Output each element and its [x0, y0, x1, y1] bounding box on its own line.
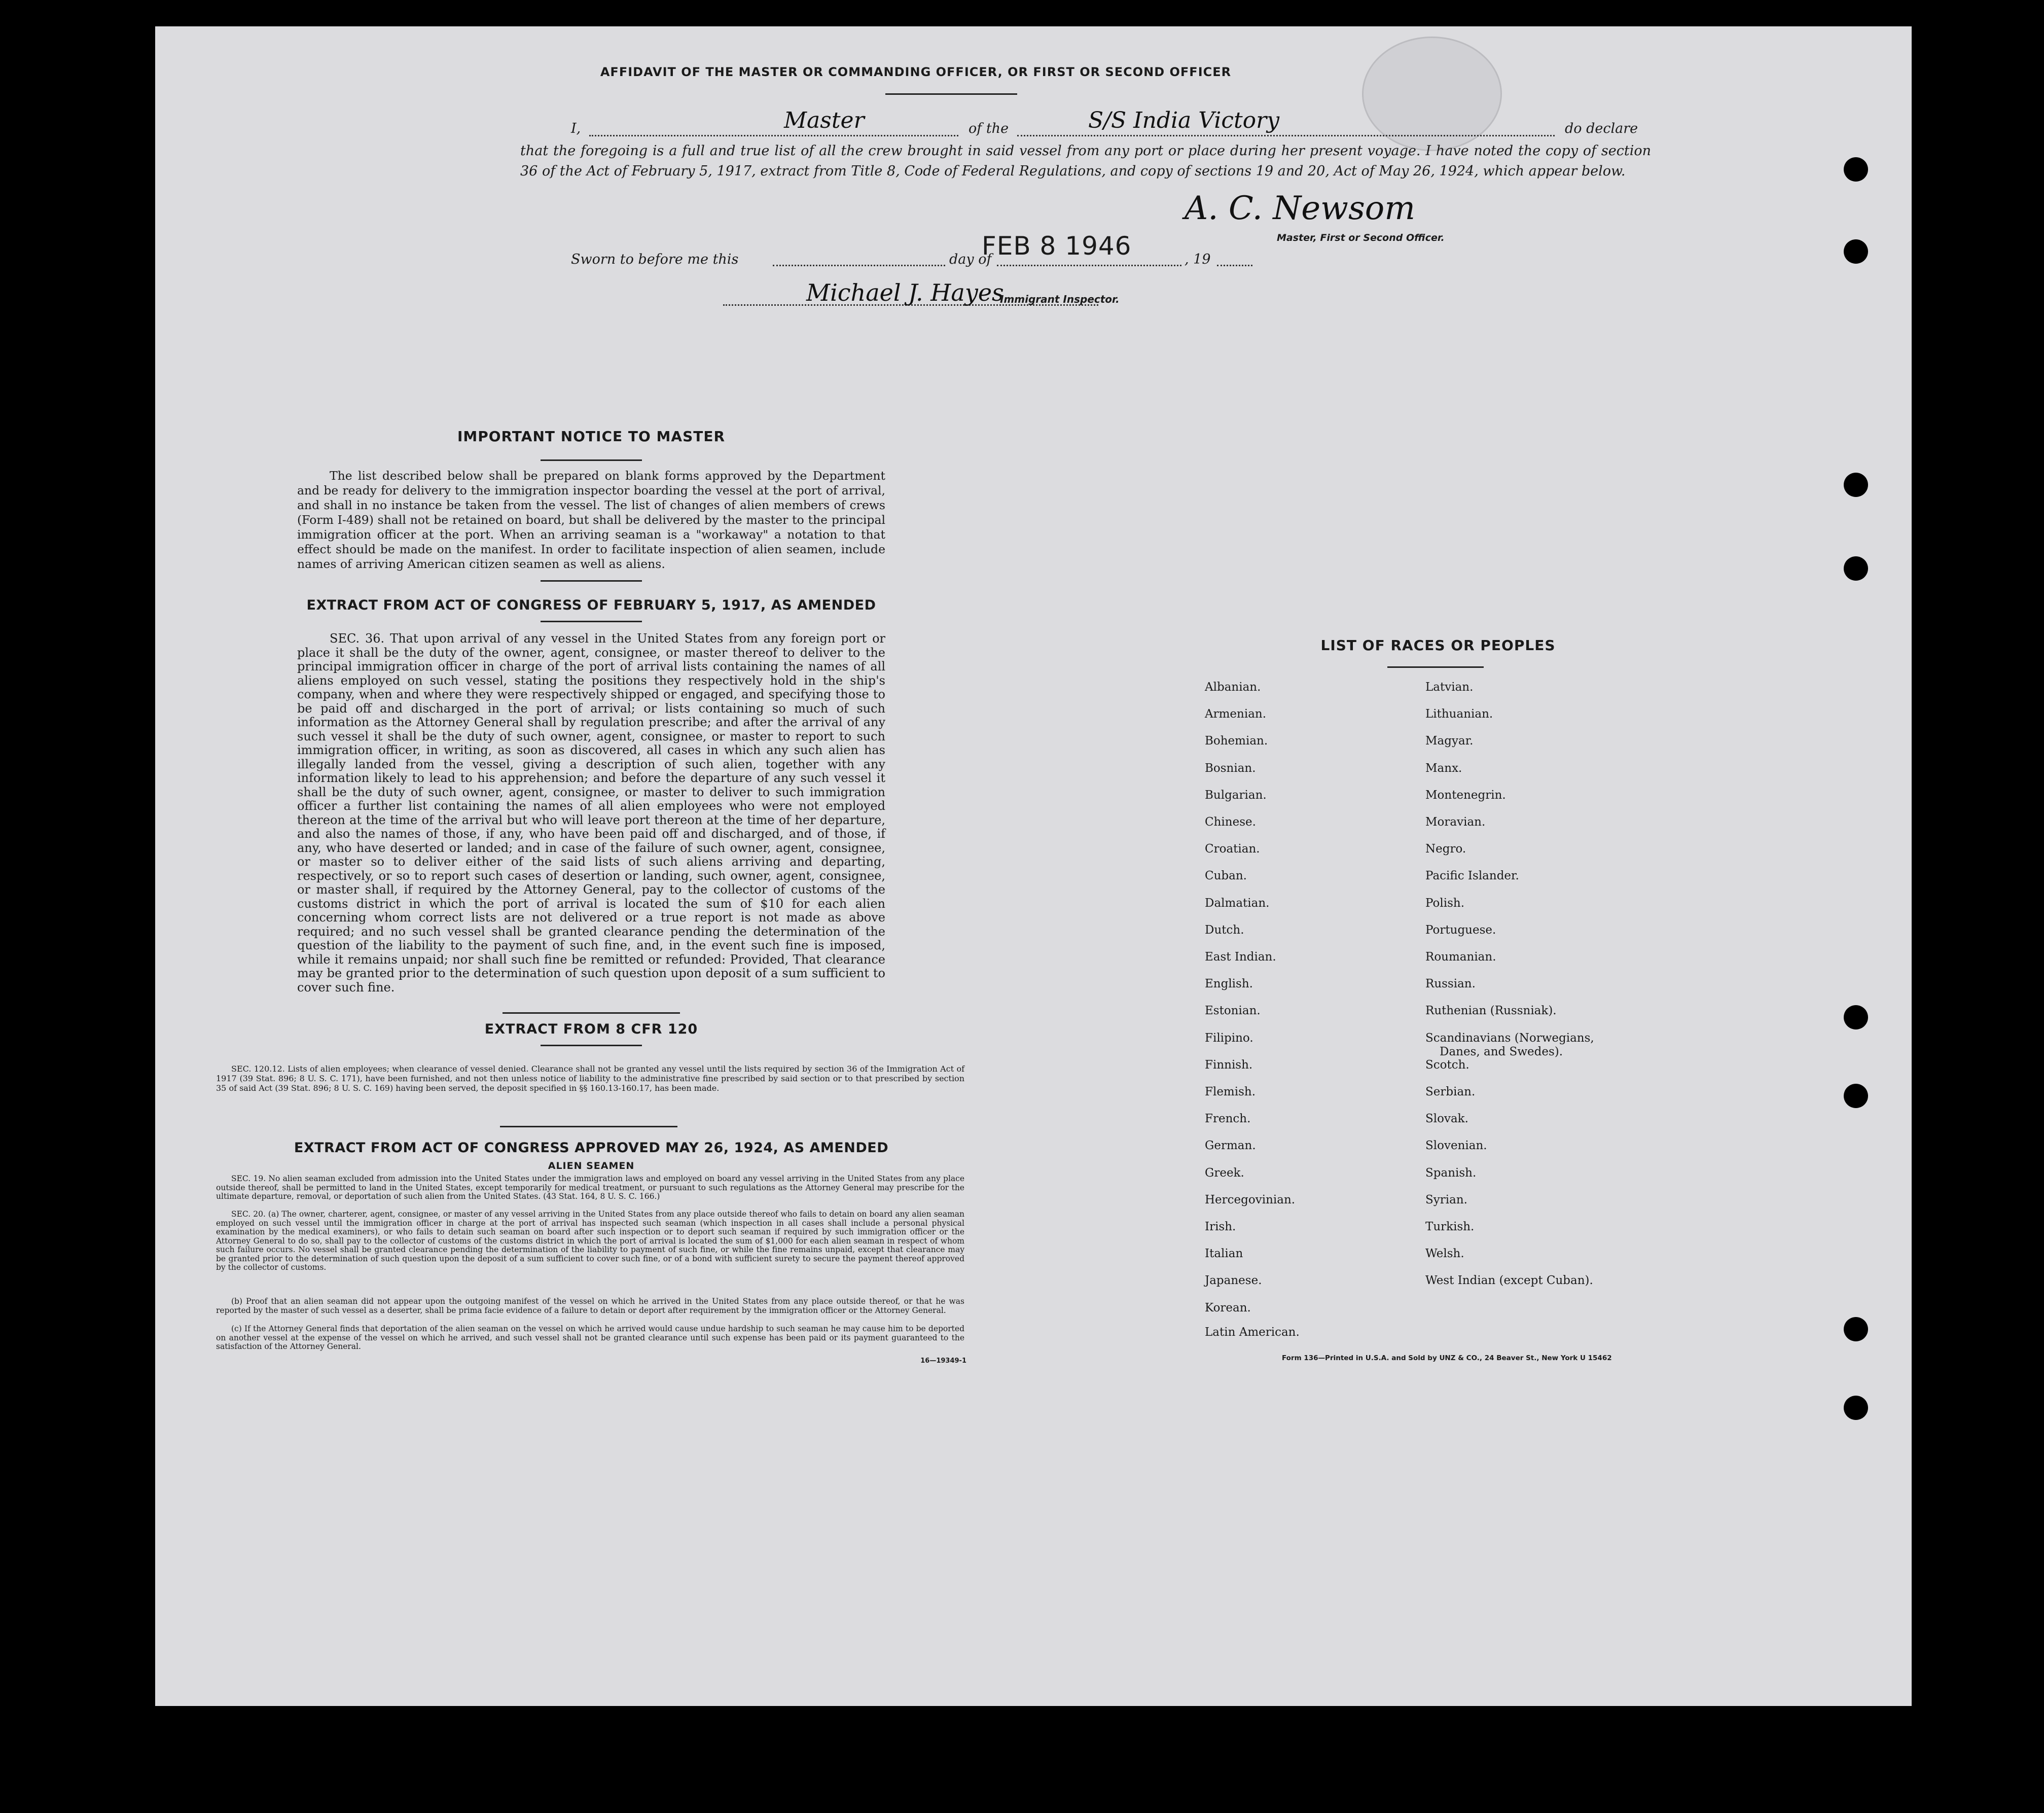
faded-seal-stamp	[1362, 37, 1502, 151]
race-entry: Bohemian.	[1205, 734, 1268, 748]
race-entry: French.	[1205, 1112, 1251, 1125]
i-label: I,	[571, 121, 581, 136]
notice-title: IMPORTANT NOTICE TO MASTER	[457, 428, 726, 445]
race-entry: Magyar.	[1425, 734, 1474, 748]
print-code: 16—19349-1	[920, 1357, 966, 1365]
extract-cfr-title: EXTRACT FROM 8 CFR 120	[484, 1021, 698, 1037]
race-entry: Cuban.	[1205, 869, 1247, 882]
race-entry: Latin American.	[1205, 1326, 1300, 1339]
extract-1924-sec19: SEC. 19. No alien seaman excluded from admission into the United States under the immigration laws and employed on board any vessel arriving in the United States from any place outside thereof, shall be permitted to land in the United States, except temporarily for medical treatment, or pursuant to such regulations as the Attorney General may prescribe for the ultimate departure, removal, or deportation of such alien from the United States. (43 Stat. 164, 8 U. S. C. 166.)	[216, 1174, 964, 1201]
binder-hole	[1844, 1084, 1868, 1108]
races-right-column	[1425, 681, 1709, 1391]
race-entry: Moravian.	[1425, 815, 1486, 829]
race-entry: West Indian (except Cuban).	[1425, 1274, 1593, 1287]
race-entry: Chinese.	[1205, 815, 1256, 829]
race-entry: Serbian.	[1425, 1085, 1476, 1098]
handwritten-vessel: S/S India Victory	[1088, 108, 1280, 133]
document-page	[155, 26, 1912, 1706]
race-entry: Syrian.	[1425, 1193, 1467, 1206]
master-caption: Master, First or Second Officer.	[1277, 232, 1445, 243]
race-entry: Armenian.	[1205, 707, 1267, 721]
extract-1917-body: SEC. 36. That upon arrival of any vessel in the United States from any foreign port or place it shall be the duty of the owner, agent, consignee, or master thereof to deliver to the principal immigration officer in charge of the port of arrival lists containing the names of all aliens employed on such vessel, stating the positions they respectively hold in the ship's company, when and where they were respectively shipped or engaged, and specifying those to be paid off and discharged in the port of arrival; or lists containing so much of such information as the Attorney General shall by regulation prescribe; and after the arrival of any such vessel it shall be the duty of such owner, agent, consignee, or master to report to such immigration officer, in writing, as soon as discovered, all cases in which any such alien has illegally landed from the vessel, giving a description of such alien, together with any information likely to lead to his apprehension; and before the departure of any such vessel it shall be the duty of such owner, agent, consignee, or master to deliver to such immigration officer a further list containing the names of all alien employees who were not employed thereon at the time of the arrival but who will leave port thereon at the time of her departure, and also the names of those, if any, who have been paid off and discharged, and of those, if any, who have deserted or landed; and in case of the failure of such owner, agent, consignee, or master so to deliver either of the said lists of such aliens arriving and departing, respectively, or so to report such cases of desertion or landing, such owner, agent, consignee, or master shall, if required by the Attorney General, pay to the collector of customs of the customs district in which the port of arrival is located the sum of $10 for each alien concerning whom correct lists are not delivered or a true report is not made as above required; and no such vessel shall be granted clearance pending the determination of the question of the liability to the payment of such fine, and, in the event such fine is imposed, while it remains unpaid; nor shall such fine be remitted or refunded: Provided, That clearance may be granted prior to the determination of such question upon deposit of a sum sufficient to cover such fine.	[297, 631, 885, 994]
day-fill-line	[773, 265, 945, 266]
race-entry: Lithuanian.	[1425, 707, 1493, 721]
race-entry: Ruthenian (Russniak).	[1425, 1004, 1557, 1017]
title-rule	[885, 93, 1017, 95]
day-of-label: day of	[949, 252, 992, 267]
race-entry: Spanish.	[1425, 1166, 1477, 1180]
race-entry: Irish.	[1205, 1220, 1236, 1233]
race-entry: Russian.	[1425, 977, 1476, 990]
extract-1924-subtitle: ALIEN SEAMEN	[548, 1160, 635, 1171]
extract-cfr-body: SEC. 120.12. Lists of alien employees; when clearance of vessel denied. Clearance shall not be granted any vessel until the lists required by section 36 of the Immigration Act of 1917 (39 Stat. 896; 8 U. S. C. 171), have been furnished, and not then unless notice of liability to the administrative fine prescribed by said section or to that prescribed by section 35 of said Act (39 Stat. 896; 8 U. S. C. 169) having been served, the deposit specified in §§ 160.13-160.17, has been made.	[216, 1064, 964, 1093]
inspector-caption: Immigrant Inspector.	[1000, 293, 1120, 305]
binder-hole	[1844, 556, 1868, 581]
race-entry: Croatian.	[1205, 842, 1260, 856]
binder-hole	[1844, 157, 1868, 182]
race-entry: Scotch.	[1425, 1058, 1469, 1072]
rank-fill-line	[589, 135, 958, 136]
race-entry: Korean.	[1205, 1301, 1251, 1314]
year-fill-line	[1217, 265, 1252, 266]
race-entry: Filipino.	[1205, 1032, 1253, 1045]
extract-1924-sec20c: (c) If the Attorney General finds that deportation of the alien seaman on the vessel on which he arrived would cause undue hardship to such seaman he may cause him to be deported on another vessel at the expense of the vessel on which he arrived, and such vessel shall not be granted clearance until such expense has been paid or its payment guaranteed to the satisfaction of the Attorney General.	[216, 1324, 964, 1351]
affidavit-title: AFFIDAVIT OF THE MASTER OR COMMANDING OFFICER, OR FIRST OR SECOND OFFICER	[600, 65, 1232, 79]
notice-rule	[541, 459, 642, 461]
declaration-text: that the foregoing is a full and true list of all the crew brought in said vessel from any port or place during her present voyage. I have noted the copy of section 36 of the Act of February 5, 1917, extract from Title 8, Code of Federal Regulations, and copy of sections 19 and 20, Act of May 26, 1924, which appear below.	[520, 143, 1651, 179]
race-entry: Scandinavians (Norwegians,	[1425, 1032, 1594, 1045]
race-entry: Portuguese.	[1425, 923, 1496, 937]
race-entry: Pacific Islander.	[1425, 869, 1519, 882]
race-entry: Montenegrin.	[1425, 789, 1506, 802]
inspector-signature: Michael J. Hayes	[806, 279, 1004, 306]
master-signature: A. C. Newsom	[1185, 190, 1415, 227]
extract-1924-title: EXTRACT FROM ACT OF CONGRESS APPROVED MAY 26, 1924, AS AMENDED	[294, 1140, 889, 1156]
race-entry: Manx.	[1425, 762, 1462, 775]
binder-hole	[1844, 1317, 1868, 1341]
race-entry: German.	[1205, 1139, 1256, 1152]
race-entry: Slovenian.	[1425, 1139, 1487, 1152]
year-label: , 19	[1185, 252, 1211, 267]
race-entry: Japanese.	[1205, 1274, 1262, 1287]
race-entry: Polish.	[1425, 897, 1465, 910]
race-entry: Danes, and Swedes).	[1440, 1045, 1563, 1058]
month-fill-line	[997, 265, 1181, 266]
races-left-column	[1205, 681, 1408, 1391]
race-entry: Turkish.	[1425, 1220, 1475, 1233]
form-footer: Form 136—Printed in U.S.A. and Sold by UNZ & CO., 24 Beaver St., New York U 15462	[1282, 1354, 1612, 1362]
race-entry: English.	[1205, 977, 1253, 990]
of-the-label: of the	[969, 121, 1009, 136]
race-entry: Flemish.	[1205, 1085, 1256, 1098]
races-rule	[1387, 666, 1484, 668]
race-entry: Negro.	[1425, 842, 1466, 856]
do-declare-label: do declare	[1565, 121, 1638, 136]
extract-1917-end-rule	[503, 1012, 680, 1014]
extract-1924-sec20b: (b) Proof that an alien seaman did not appear upon the outgoing manifest of the vessel on which he arrived in the United States from any place outside thereof, or that he was reported by the master of such vessel as a deserter, shall be prima facie evidence of a failure to detain or deport after requirement by the immigration officer or the Attorney General.	[216, 1297, 964, 1315]
sworn-label: Sworn to before me this	[571, 252, 739, 267]
race-entry: Bosnian.	[1205, 762, 1256, 775]
extract-cfr-end-rule	[500, 1126, 677, 1127]
race-entry: Albanian.	[1205, 681, 1261, 694]
race-entry: Dutch.	[1205, 923, 1244, 937]
vessel-fill-line	[1017, 135, 1555, 136]
race-entry: Slovak.	[1425, 1112, 1468, 1125]
race-entry: Italian	[1205, 1247, 1243, 1260]
extract-1917-rule	[541, 621, 642, 622]
extract-1924-sec20a: SEC. 20. (a) The owner, charterer, agent, consignee, or master of any vessel arriving in the United States from any place outside thereof who fails to detain on board any alien seaman employed on such vessel until the immigration officer in charge at the port of arrival has inspected such seaman (which inspection in all cases shall include a personal physical examination by the medical examiners), or who fails to detain such seaman on board after such inspection or to deport such seaman if required by such immigration officer or the Attorney General to do so, shall pay to the collector of customs of the customs district in which the port of arrival is located the sum of $1,000 for each alien seaman in respect of whom such failure occurs. No vessel shall be granted clearance pending the determination of the liability to payment of such fine, or while the fine remains unpaid, except that clearance may be granted prior to the determination of such question upon the deposit of a sum sufficient to cover such fine, or of a bond with sufficient surety to secure the payment thereof approved by the collector of customs.	[216, 1210, 964, 1272]
binder-hole	[1844, 1005, 1868, 1029]
notice-end-rule	[541, 580, 642, 582]
race-entry: East Indian.	[1205, 950, 1276, 964]
race-entry: Greek.	[1205, 1166, 1244, 1180]
race-entry: Bulgarian.	[1205, 789, 1267, 802]
extract-1917-title: EXTRACT FROM ACT OF CONGRESS OF FEBRUARY 5, 1917, AS AMENDED	[306, 597, 876, 613]
extract-cfr-rule	[541, 1045, 642, 1046]
race-entry: Dalmatian.	[1205, 897, 1270, 910]
notice-body: The list described below shall be prepared on blank forms approved by the Department and be ready for delivery to the immigration inspector boarding the vessel at the port of arrival, and shall in no instance be taken from the vessel. The list of changes of alien members of crews (Form I-489) shall not be retained on board, but shall be delivered by the master to the principal immigration officer at the port. When an arriving seaman is a "workaway" a notation to that effect should be made on the manifest. In order to facilitate inspection of alien seamen, include names of arriving American citizen seamen as well as aliens.	[297, 469, 885, 571]
race-entry: Latvian.	[1425, 681, 1474, 694]
binder-hole	[1844, 239, 1868, 264]
date-stamp: FEB 8 1946	[982, 231, 1132, 261]
races-title: LIST OF RACES OR PEOPLES	[1320, 637, 1556, 654]
binder-hole	[1844, 1396, 1868, 1420]
race-entry: Finnish.	[1205, 1058, 1253, 1072]
race-entry: Hercegovinian.	[1205, 1193, 1296, 1206]
race-entry: Estonian.	[1205, 1004, 1261, 1017]
race-entry: Roumanian.	[1425, 950, 1496, 964]
race-entry: Welsh.	[1425, 1247, 1464, 1260]
handwritten-rank: Master	[784, 108, 865, 133]
binder-hole	[1844, 473, 1868, 497]
